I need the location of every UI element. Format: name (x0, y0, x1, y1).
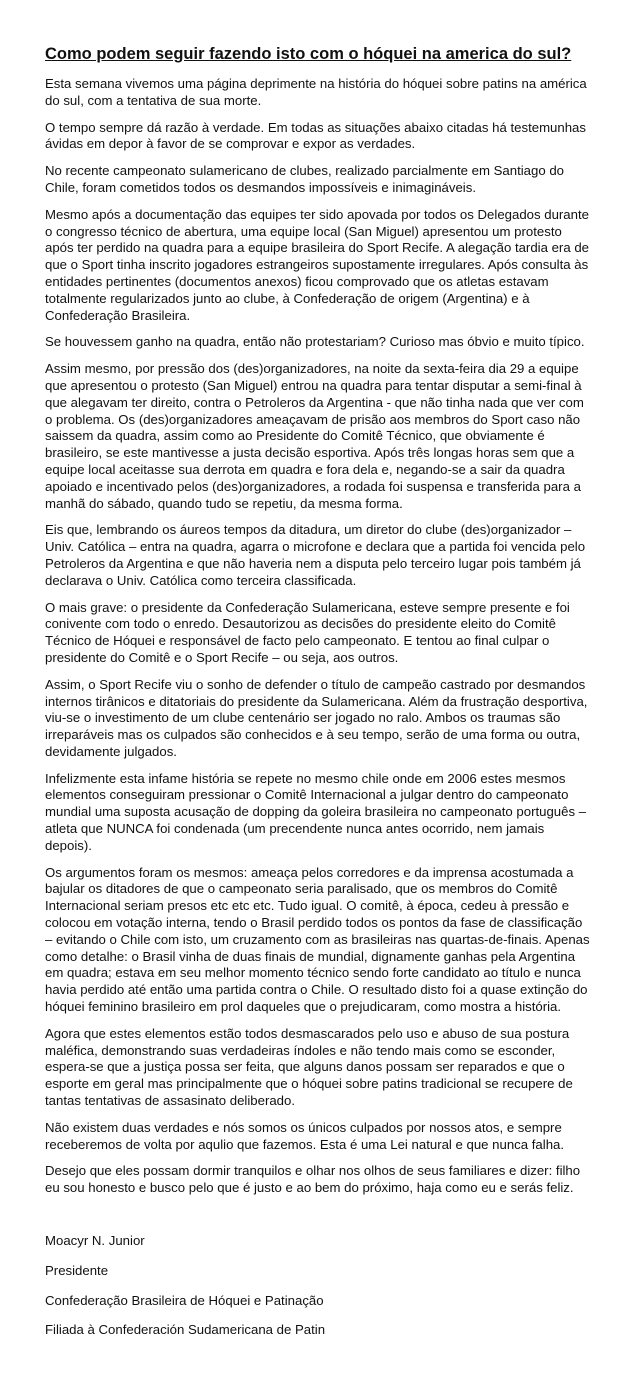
signature-role: Presidente (45, 1262, 109, 1278)
paragraph-1: Esta semana vivemos uma página deprimente na história do hóquei sobre patins na américa do sul, com a tentativa de sua morte. (45, 76, 587, 108)
document-body (45, 44, 590, 1352)
paragraph-7: Eis que, lembrando os áureos tempos da ditadura, um diretor do clube (des)organizador – Univ. Católica – entra na quadra, agarra o microfone e declara que a partida foi vencida pelo Petroleros da Argentina e que não haveria nem a disputa pelo terceiro lugar pois também já declarava o Univ. Católica como terceira classificada. (45, 522, 586, 588)
paragraph-6: Assim mesmo, por pressão dos (des)organizadores, na noite da sexta-feira dia 29 a equipe que apresentou o protesto (San Miguel) entrou na quadra para tentar disputar a semi-final à que alegavam ter direito, contra o Petroleros da Argentina - que não tinha nada que ver com o problema. Os (des)organizadores ameaçavam de prisão aos membros do Sport caso não saissem da quadra, assim como ao Presidente do Comitê Técnico, que obviamente é brasileiro, se este mantivesse a justa decisão esportiva. Após três longas horas sem que a equipe local aceitasse sua derrota em quadra e fora dela e, negando-se a sair da quadra apoiado e incentivado pelos (des)organizadores, a rodada foi suspensa e transferida para a manhã do sábado, quando tudo se repetiu, da mesma forma. (45, 361, 584, 511)
paragraph-13: Não existem duas verdades e nós somos os únicos culpados por nossos atos, e sempre receberemos de volta por aqulio que fazemos. Esta é uma Lei natural e que nunca falha. (45, 1119, 565, 1152)
paragraph-11: Os argumentos foram os mesmos: ameaça pelos corredores e da imprensa acostumada a bajular os ditadores de que o campeonato seria paralisado, que os membros do Comitê Internacional seriam presos etc etc etc. Tudo igual. O comitê, à época, cedeu à pressão e colocou em votação interna, tendo o Brasil perdido todos os pontos da fase de classificação – evitando o Chile com isto, um cruzamento com as brasileiras nas quartas-de-finais. Apenas como detalhe: o Brasil vinha de duas finais de mundial, dignamente ganhas pela Argentina em quadra; estava em seu melhor momento técnico sendo forte candidato ao título e nunca havia perdido até então uma partida contra o Chile. O resultado disto foi a quase extinção do hóquei feminino brasileiro em prol daqueles que o prejudicaram, como mostra a história. (45, 864, 590, 1015)
paragraph-14: Desejo que eles possam dormir tranquilos e olhar nos olhos de seus familiares e dizer: filho eu sou honesto e busco pelo que é justo e ao bem do próximo, haja como eu e serás feliz. (45, 1163, 581, 1196)
signature-block (45, 1233, 590, 1339)
paragraph-5: Se houvessem ganho na quadra, então não protestariam? Curioso mas óbvio e muito típico. (45, 334, 585, 350)
paragraph-10: Infelizmente esta infame história se repete no mesmo chile onde em 2006 estes mesmos elementos conseguiram pressionar o Comitê Internacional a julgar dentro do campeonato mundial uma suposta acusação de dopping da goleira brasileira no campeonato português – atleta que NUNCA foi condenada (um precendente nunca antes ocorrido, nem jamais depois). (45, 770, 587, 853)
signature-name: Moacyr N. Junior (45, 1233, 145, 1249)
document-title: Como podem seguir fazendo isto com o hóquei na america do sul? (45, 45, 572, 63)
signature-organization: Confederação Brasileira de Hóquei e Patinação (45, 1292, 324, 1308)
paragraph-4: Mesmo após a documentação das equipes ter sido apovada por todos os Delegados durante o congresso técnico de abertura, uma equipe local (San Miguel) apresentou um protesto após ter perdido na quadra para a equipe brasileira do Sport Recife. A alegação tardia era de que o Sport tinha inscrito jogadores estrangeiros supostamente irregulares. Após consulta às entidades pertinentes (documentos anexos) ficou comprovado que os atletas estavam totalmente regularizados junto ao clube, à Confederação de origem (Argentina) e à Confederação Brasileira. (45, 206, 589, 323)
paragraph-12: Agora que estes elementos estão todos desmascarados pelo uso e abuso de sua postura maléfica, demonstrando suas verdadeiras índoles e não tendo mais como se esconder, espera-se que a justiça possa ser feita, que alguns danos possam ser reparados e que o esporte em geral mas principalmente que o hóquei sobre patins tradicional se recupere de tantas tentativas de assasinato deliberado. (45, 1025, 573, 1109)
paragraph-8: O mais grave: o presidente da Confederação Sulamericana, esteve sempre presente e foi conivente com todo o enredo. Desautorizou as decisões do presidente eleito do Comitê Técnico de Hóquei e responsável de facto pelo campeonato. E tentou ao final culpar o presidente do Comitê e o Sport Recife – ou seja, aos outros. (45, 599, 570, 665)
paragraph-3: No recente campeonato sulamericano de clubes, realizado parcialmente em Santiago do Chile, foram cometidos todos os desmandos impossíveis e inimagináveis. (45, 163, 565, 195)
paragraph-2: O tempo sempre dá razão à verdade. Em todas as situações abaixo citadas há testemunhas ávidas em depor à favor de se comprovar e expor as verdades. (45, 119, 586, 152)
signature-affiliation: Filiada à Confederación Sudamericana de Patin (45, 1322, 326, 1338)
paragraph-9: Assim, o Sport Recife viu o sonho de defender o título de campeão castrado por desmandos internos tirânicos e ditatoriais do presidente da Sulamericana. Além da frustração desportiva, viu-se o investimento de um clube centenário ser jogado no ralo. Ambos os traumas são irreparáveis mas os culpados são conhecidos e à seu tempo, serão de uma forma ou outra, devidamente julgados. (45, 676, 588, 759)
